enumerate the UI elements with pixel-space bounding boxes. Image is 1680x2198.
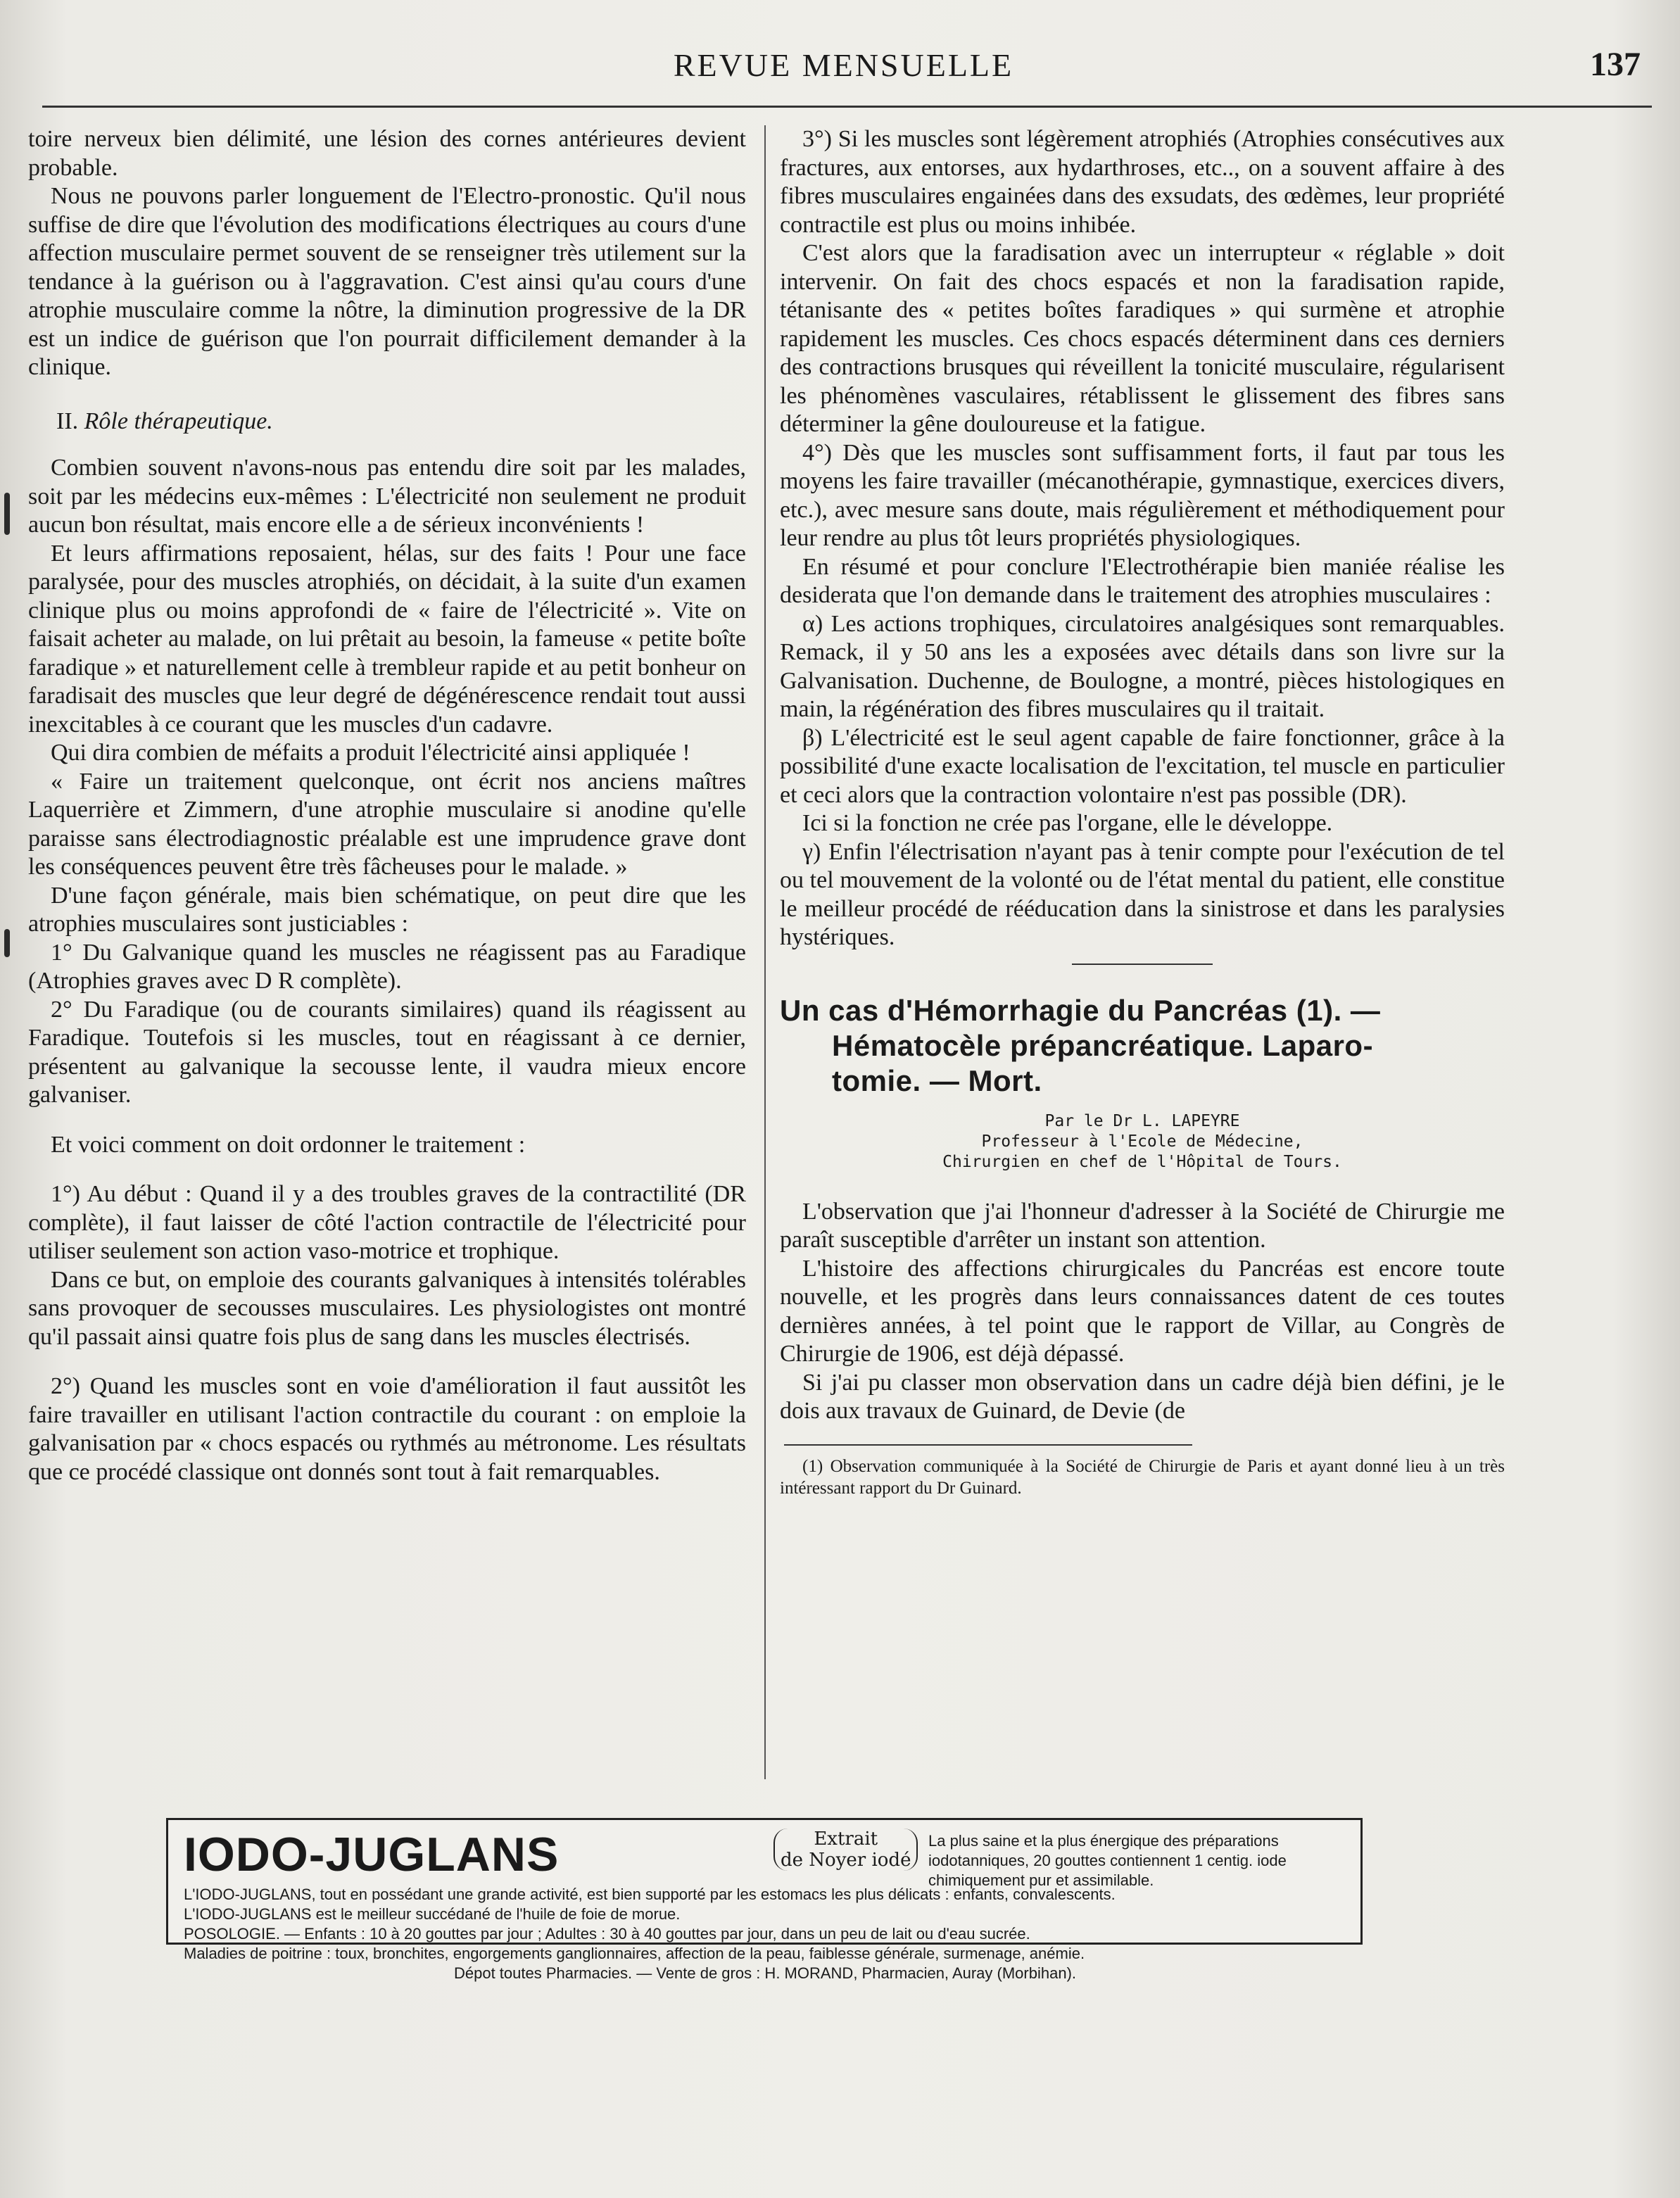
- byline: [780, 1111, 1505, 1173]
- paragraph: 4°) Dès que les muscles sont suffisamment forts, il faut par tous les moyens les faire travailler (mécanothérapie, gymnastique, exercices divers, etc.), avec mesure sans doute, mais régulièrement et méthodiquement pour leur rendre au plus tôt leurs propriétés physiologiques.: [780, 439, 1505, 551]
- ad-claim: La plus saine et la plus énergique des préparations iodotanniques, 20 gouttes contiennent 1 centig. iode chimiquement pur et assimilable.: [928, 1832, 1287, 1889]
- paragraph: L'histoire des affections chirurgicales du Pancréas est encore toute nouvelle, et les progrès dans leurs connaissances datent de ces toutes dernières années, à tel point que le rapport de Villar, au Congrès de Chirurgie de 1906, est déjà dépassé.: [780, 1255, 1505, 1367]
- byline-affiliation: Chirurgien en chef de l'Hôpital de Tours.: [942, 1152, 1342, 1171]
- paragraph: 2°) Quand les muscles sont en voie d'amélioration il faut aussitôt les faire travailler en utilisant l'action contractile du courant : on emploie la galvanisation par « chocs espacés ou rythmés au métronome. Les résultats que ce procédé classique ont donnés sont tout à fait remarquables.: [28, 1373, 746, 1485]
- paragraph: Combien souvent n'avons-nous pas entendu dire soit par les malades, soit par les médecins eux-mêmes : L'électricité non seulement ne produit aucun bon résultat, mais encore elle a de sérieux inconvénients !: [28, 455, 746, 538]
- paragraph: 2° Du Faradique (ou de courants similaires) quand ils réagissent au Faradique. Toutefois si les muscles, tout en réagissant à ce dernier, présentent au galvanique la secousse lente, il vaudra mieux encore galvaniser.: [28, 996, 746, 1108]
- ad-footer: Dépot toutes Pharmacies. — Vente de gros : H. MORAND, Pharmacien, Auray (Morbihan).: [453, 1964, 1077, 1982]
- right-column: [780, 125, 1505, 1499]
- paragraph: Qui dira combien de méfaits a produit l'électricité ainsi appliquée !: [51, 740, 690, 766]
- paragraph: Et leurs affirmations reposaient, hélas, sur des faits ! Pour une face paralysée, pour des muscles atrophiés, on décidait, à la suite d'un examen clinique plus ou moins approfondi de « faire de l'électricité ». Vite on faisait acheter au malade, on lui prêtait au besoin, la fameuse « petite boîte faradique » et naturellement celle à trembleur rapide et au petit bonheur on faradisait des muscles que leur degré de dégénérescence rendait tout aussi inexcitables à ce courant que les muscles d'un cadavre.: [28, 540, 746, 738]
- ad-extract-label: [773, 1828, 918, 1871]
- scan-edge-mark: [4, 493, 10, 535]
- article-title: [780, 993, 1505, 1099]
- paragraph: « Faire un traitement quelconque, ont écrit nos anciens maîtres Laquerrière et Zimmern, d'une atrophie musculaire si anodine qu'elle paraisse sans électrodiagnostic préalable est une imprudence grave dont les conséquences peuvent être très fâcheuses pour le malade. »: [28, 768, 746, 880]
- paragraph: α) Les actions trophiques, circulatoires analgésiques sont remarquables. Remack, il y 50 ans les a exposées avec détails dans son livre sur la Galvanisation. Duchenne, de Boulogne, a montré, pièces histologiques en main, la régénération des fibres musculaires qu il traitait.: [780, 610, 1505, 722]
- column-divider: [764, 125, 766, 1779]
- paragraph: Nous ne pouvons parler longuement de l'Electro-pronostic. Qu'il nous suffise de dire que l'évolution des modifications électriques au cours d'une affection musculaire permet souvent de se renseigner très utilement sur la tendance à la guérison ou à l'aggravation. C'est ainsi qu'au cours d'une atrophie musculaire comme la nôtre, la diminution progressive de la DR est un indice de guérison que l'on pourrait difficilement demander à la clinique.: [28, 183, 746, 380]
- article-title-line: tomie. — Mort.: [832, 1063, 1042, 1097]
- ad-brand-name: IODO-JUGLANS: [184, 1828, 560, 1881]
- paragraph: 1° Du Galvanique quand les muscles ne réagissent pas au Faradique (Atrophies graves avec D R complète).: [28, 939, 746, 994]
- paragraph: C'est alors que la faradisation avec un interrupteur « réglable » doit intervenir. On fait des chocs espacés et non la faradisation rapide, tétanisante des « petites boîtes faradiques » qui surmène et atrophie rapidement les muscles. Ces chocs espacés déterminent dans ces derniers des contractions brusques qui réveillent la tonicité musculaire, régularisent les phénomènes vasculaires, rétablissent le glissement des fibres sans déterminer la gêne douloureuse et la fatigue.: [780, 240, 1505, 437]
- running-header: [28, 41, 1659, 97]
- ad-extract-line: de Noyer iodé: [781, 1850, 911, 1871]
- paragraph: L'observation que j'ai l'honneur d'adresser à la Société de Chirurgie me paraît susceptible d'arrêter un instant son attention.: [780, 1198, 1505, 1253]
- ad-line: L'IODO-JUGLANS est le meilleur succédané de l'huile de foie de morue.: [184, 1905, 681, 1923]
- article-title-line: Hématocèle prépancréatique. Laparo-: [832, 1028, 1374, 1062]
- page-number: 137: [1590, 46, 1641, 83]
- ad-extract-line: Extrait: [814, 1828, 878, 1850]
- paragraph: Dans ce but, on emploie des courants galvaniques à intensités tolérables sans provoquer de secousses musculaires. Les physiologistes ont montré qu'il passait ainsi quatre fois plus de sang dans les muscles électrisés.: [28, 1266, 746, 1350]
- article-title-line: Un cas d'Hémorrhagie du Pancréas (1). —: [780, 993, 1381, 1027]
- paragraph: D'une façon générale, mais bien schématique, on peut dire que les atrophies musculaires sont justiciables :: [28, 882, 746, 937]
- ad-line: L'IODO-JUGLANS, tout en possédant une grande activité, est bien supporté par les estomacs les plus délicats : enfants, convalescents.: [184, 1886, 1116, 1903]
- paragraph: γ) Enfin l'électrisation n'ayant pas à tenir compte pour l'exécution de tel ou tel mouvement de la volonté ou de l'état mental du patient, elle constitue le meilleur procédé de rééducation dans la sinistrose et dans les paralysies hystériques.: [780, 838, 1505, 950]
- journal-title: REVUE MENSUELLE: [673, 47, 1014, 83]
- scan-edge-mark: [4, 929, 10, 957]
- section-heading: [28, 408, 746, 436]
- paragraph: toire nerveux bien délimité, une lésion des cornes antérieures devient probable.: [28, 126, 746, 181]
- paragraph: Ici si la fonction ne crée pas l'organe, elle le développe.: [802, 810, 1333, 836]
- paragraph: 1°) Au début : Quand il y a des troubles graves de la contractilité (DR complète), il faut laisser de côté l'action contractile de l'électricité pour utiliser seulement son action vaso-motrice et trophique.: [28, 1181, 746, 1264]
- paragraph: β) L'électricité est le seul agent capable de faire fonctionner, grâce à la possibilité d'une exacte localisation de l'excitation, tel muscle en particulier et ceci alors que la contraction volontaire n'est pas possible (DR).: [780, 724, 1505, 808]
- paragraph: 3°) Si les muscles sont légèrement atrophiés (Atrophies consécutives aux fractures, aux entorses, aux hydarthroses, etc.., on a souvent affaire à des fibres musculaires engainées dans des exsudats, des œdèmes, leur propriété contractile est plus ou moins inhibée.: [780, 126, 1505, 238]
- byline-author: Par le Dr L. LAPEYRE: [1044, 1111, 1240, 1130]
- paragraph: En résumé et pour conclure l'Electrothérapie bien maniée réalise les desiderata que l'on demande dans le traitement des atrophies musculaires :: [780, 553, 1505, 608]
- section-title: Rôle thérapeutique.: [84, 408, 273, 434]
- ad-body: [184, 1885, 1346, 1983]
- footnote: (1) Observation communiquée à la Société de Chirurgie de Paris et ayant donné lieu à un très intéressant rapport du Dr Guinard.: [780, 1456, 1505, 1498]
- paragraph: Si j'ai pu classer mon observation dans un cadre déjà bien défini, je le dois aux travaux de Guinard, de Devie (de: [780, 1369, 1505, 1424]
- section-number: II.: [56, 408, 79, 434]
- paragraph: Et voici comment on doit ordonner le traitement :: [51, 1131, 526, 1158]
- header-rule: [42, 106, 1652, 108]
- advertisement-box: [166, 1818, 1363, 1982]
- byline-affiliation: Professeur à l'Ecole de Médecine,: [981, 1132, 1303, 1151]
- ad-line: POSOLOGIE. — Enfants : 10 à 20 gouttes par jour ; Adultes : 30 à 40 gouttes par jour, dans un peu de lait ou d'eau sucrée.: [184, 1925, 1030, 1943]
- ad-line: Maladies de poitrine : toux, bronchites, engorgements ganglionnaires, affection de la peau, faiblesse générale, surmenage, anémie.: [184, 1945, 1085, 1962]
- section-separator: [1072, 964, 1213, 965]
- footnote-rule: [784, 1444, 1192, 1446]
- left-column: [28, 125, 746, 1486]
